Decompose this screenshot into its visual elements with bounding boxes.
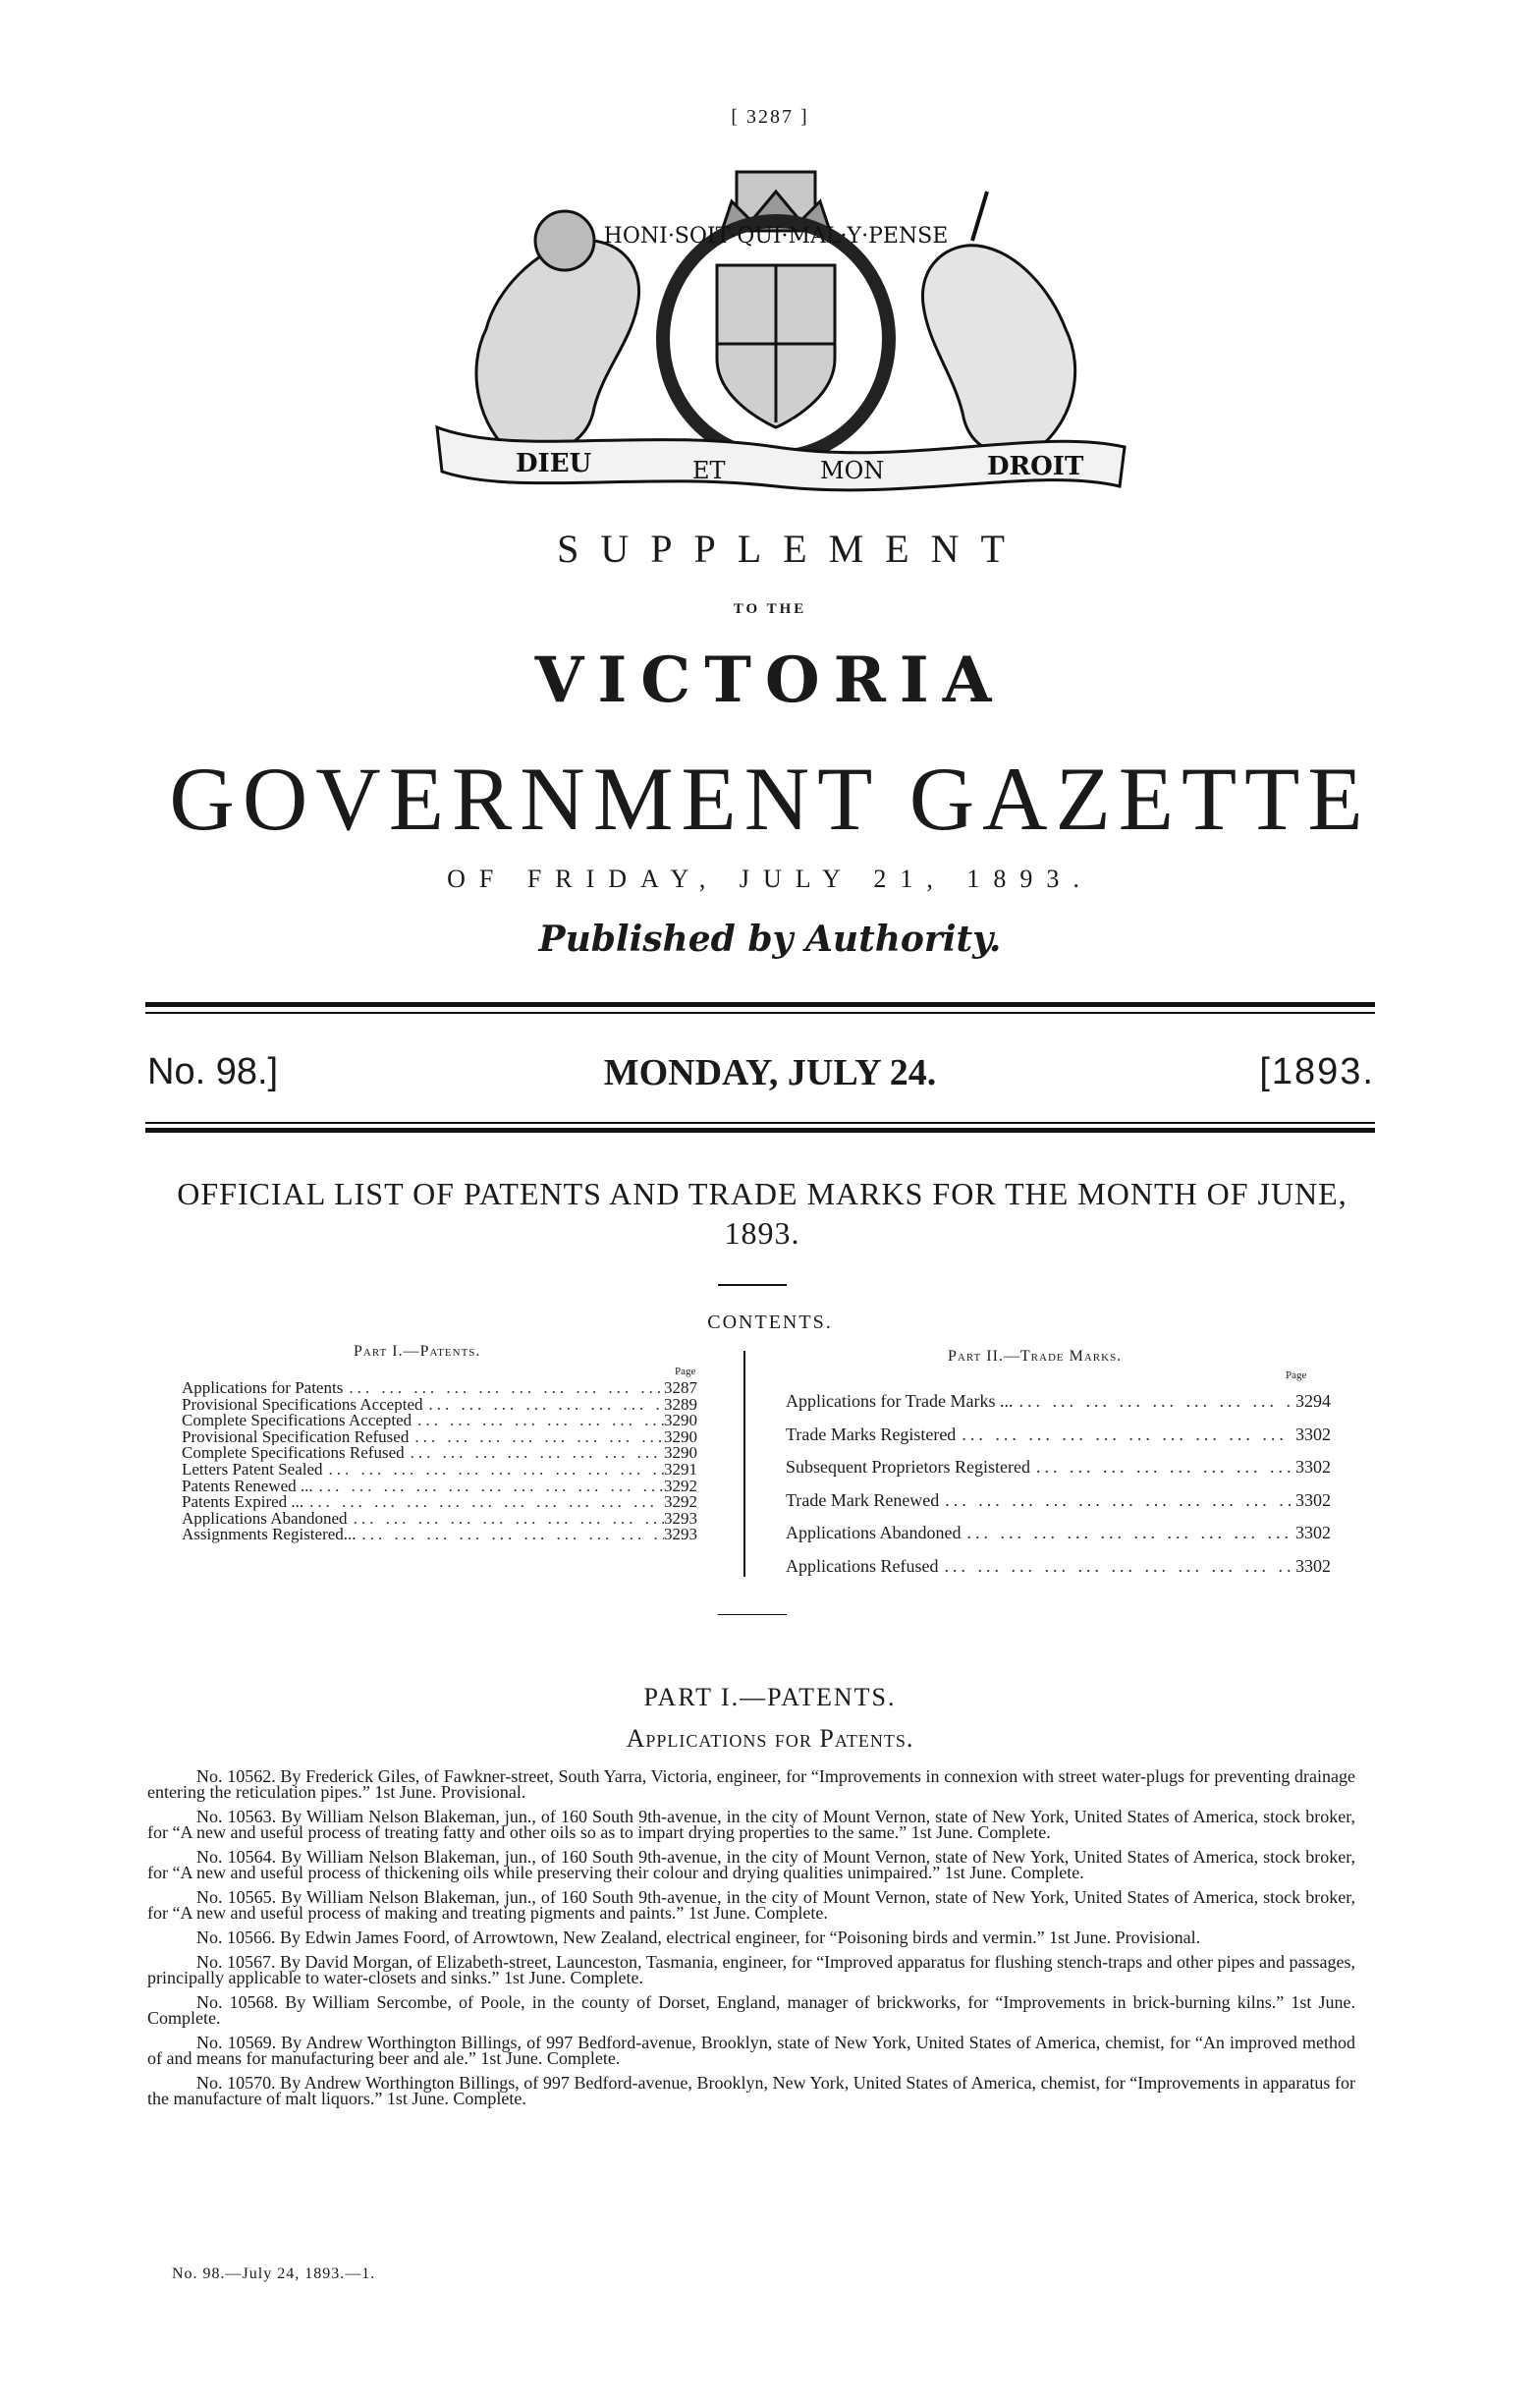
toc-item-page: 3290 <box>664 1445 697 1462</box>
ribbon-word-et: ET <box>692 457 726 484</box>
leader-dots <box>303 1494 664 1511</box>
lion-head <box>535 211 594 270</box>
contents-column-divider <box>743 1351 745 1577</box>
toc-item-label: Provisional Specifications Accepted <box>182 1396 423 1414</box>
toc-item-label: Applications Abandoned <box>786 1523 962 1542</box>
toc-item-page: 3302 <box>1295 1424 1331 1444</box>
patent-entry: No. 10564. By William Nelson Blakeman, jun., of 160 South 9th-avenue, in the city of Mount Vernon, state of New York, United States of America, stock broker, for “A new and useful process of thickening oils while preserving their colour and drying qualities unimpaired.” 1st June. Complete. <box>147 1847 1355 1882</box>
patent-entry: No. 10566. By Edwin James Foord, of Arrowtown, New Zealand, electrical engineer, for “Poisoning birds and vermin.” 1st June. Provisional. <box>196 1927 1201 1947</box>
toc-item-page: 3302 <box>1295 1523 1331 1542</box>
toc-item-page: 3293 <box>664 1527 697 1543</box>
toc-item-label: Patents Expired ... <box>182 1494 304 1511</box>
toc-item[interactable] <box>182 1479 697 1495</box>
toc-item-label: Patents Renewed ... <box>182 1478 313 1495</box>
toc-item-label: Applications for Trade Marks ... <box>786 1391 1014 1411</box>
toc-item[interactable] <box>786 1517 1331 1550</box>
toc-item-page: 3287 <box>664 1380 697 1397</box>
toc-item-label: Assignments Registered... <box>182 1527 357 1543</box>
bottom-double-rule-thin <box>145 1122 1375 1124</box>
toc-item-page: 3302 <box>1295 1457 1331 1477</box>
contents-divider <box>718 1614 787 1615</box>
page-column-label: Page <box>675 1366 696 1377</box>
toc-item-label: Letters Patent Sealed <box>182 1461 323 1479</box>
top-double-rule-thick <box>145 1002 1375 1007</box>
toc-item-label: Provisional Specification Refused <box>182 1428 410 1446</box>
toc-item-label: Applications for Patents <box>182 1380 344 1397</box>
toc-item[interactable] <box>786 1451 1331 1484</box>
toc-item-page: 3291 <box>664 1461 697 1479</box>
leader-dots <box>412 1413 664 1429</box>
patent-entry: No. 10562. By Frederick Giles, of Fawkner-street, South Yarra, Victoria, engineer, for “Improvements in connexion with street water-plugs for preventing drainage entering the reticulation pipes.” 1st June. Provisional. <box>147 1766 1355 1802</box>
issue-day: MONDAY, JULY 24. <box>603 1052 937 1093</box>
ribbon-word-droit: DROIT <box>987 452 1084 481</box>
toc-item-page: 3302 <box>1295 1555 1331 1576</box>
patent-entry: No. 10565. By William Nelson Blakeman, jun., of 160 South 9th-avenue, in the city of Mount Vernon, state of New York, United States of America, stock broker, for “A new and useful process of making and treating pigments and paints.” 1st June. Complete. <box>147 1887 1355 1923</box>
patent-entry: No. 10569. By Andrew Worthington Billings, of 997 Bedford-avenue, Brooklyn, state of New York, United States of America, chemist, for “An improved method of and means for manufacturing beer and ale.” 1st June. Complete. <box>147 2033 1355 2068</box>
toc-item[interactable] <box>182 1527 697 1543</box>
unicorn-horn <box>972 192 987 241</box>
toc-item-label: Applications Refused <box>786 1555 939 1576</box>
toc-item-label: Trade Marks Registered <box>786 1424 957 1444</box>
to-the-label: TO THE <box>733 601 807 617</box>
toc-item-page: 3292 <box>664 1494 697 1511</box>
main-title: OFFICIAL LIST OF PATENTS AND TRADE MARKS FOR THE MONTH OF JUNE, 1893. <box>177 1176 1348 1251</box>
patent-entry: No. 10567. By David Morgan, of Elizabeth-street, Launceston, Tasmania, engineer, for “Improved apparatus for flushing stench-traps and other pipes and passages, principally applicable to water-closets and sinks.” 1st June. Complete. <box>147 1952 1356 1987</box>
bottom-double-rule-thick <box>145 1128 1375 1133</box>
contents-part2-heading: Part II.—Trade Marks. <box>948 1348 1123 1365</box>
toc-item[interactable] <box>182 1462 697 1479</box>
toc-item[interactable] <box>786 1419 1331 1452</box>
contents-part2-list <box>786 1385 1331 1583</box>
toc-item-page: 3290 <box>664 1413 697 1429</box>
toc-item-label: Complete Specifications Refused <box>182 1445 405 1462</box>
toc-item[interactable] <box>182 1429 697 1446</box>
toc-item-page: 3290 <box>664 1428 697 1446</box>
leader-dots <box>405 1445 664 1462</box>
toc-item-label: Applications Abandoned <box>182 1510 348 1528</box>
page-number: [ 3287 ] <box>731 106 809 128</box>
toc-item-page: 3293 <box>664 1510 697 1528</box>
issue-number: No. 98.] <box>147 1051 279 1092</box>
toc-item[interactable] <box>786 1484 1331 1518</box>
leader-dots <box>1030 1451 1295 1484</box>
leader-dots <box>409 1429 664 1446</box>
royal-coat-of-arms <box>398 133 1154 506</box>
leader-dots <box>423 1397 665 1414</box>
footer-issue-line: No. 98.—July 24, 1893.—1. <box>172 2265 376 2282</box>
leader-dots <box>956 1419 1295 1452</box>
ribbon-word-dieu: DIEU <box>516 449 592 478</box>
ribbon-word-mon: MON <box>820 457 885 484</box>
toc-item[interactable] <box>786 1385 1331 1419</box>
patent-entry: No. 10570. By Andrew Worthington Billings, of 997 Bedford-avenue, Brooklyn, New York, United States of America, chemist, for “Improvements in apparatus for the manufacture of malt liquors.” 1st June. Complete. <box>147 2073 1355 2108</box>
toc-item-page: 3292 <box>664 1478 697 1495</box>
leader-dots <box>961 1517 1295 1550</box>
unicorn-supporter <box>922 246 1074 457</box>
supplement-heading: SUPPLEMENT <box>557 527 1026 571</box>
gazette-date-line: OF FRIDAY, JULY 21, 1893. <box>447 865 1093 893</box>
toc-item[interactable] <box>182 1397 697 1414</box>
part1-title: PART I.—PATENTS. <box>643 1683 897 1711</box>
contents-heading: CONTENTS. <box>707 1312 833 1333</box>
toc-item-page: 3294 <box>1295 1391 1331 1411</box>
toc-item-label: Trade Mark Renewed <box>786 1489 940 1510</box>
issue-year: [1893. <box>1259 1051 1375 1092</box>
leader-dots <box>313 1479 664 1495</box>
lion-supporter <box>476 240 639 457</box>
toc-item[interactable] <box>786 1550 1331 1584</box>
contents-part1-list <box>182 1380 697 1543</box>
leader-dots <box>357 1527 664 1543</box>
toc-item[interactable] <box>182 1413 697 1429</box>
leader-dots <box>1013 1385 1295 1419</box>
toc-item[interactable] <box>182 1511 697 1528</box>
toc-item[interactable] <box>182 1494 697 1511</box>
page-column-label: Page <box>1286 1369 1307 1381</box>
leader-dots <box>938 1550 1295 1584</box>
gazette-title: GOVERNMENT GAZETTE <box>169 749 1371 849</box>
patent-applications-list <box>147 1768 1355 2115</box>
leader-dots <box>323 1462 664 1479</box>
toc-item-label: Subsequent Proprietors Registered <box>786 1457 1030 1477</box>
top-double-rule-thin <box>145 1012 1375 1014</box>
toc-item-page: 3289 <box>664 1396 697 1414</box>
applications-section-title: Applications for Patents. <box>626 1724 914 1753</box>
toc-item-label: Complete Specifications Accepted <box>182 1413 412 1429</box>
toc-item[interactable] <box>182 1445 697 1462</box>
victoria-heading: VICTORIA <box>534 643 1006 717</box>
toc-item[interactable] <box>182 1380 697 1397</box>
toc-item-page: 3302 <box>1295 1489 1331 1510</box>
patent-entry: No. 10568. By William Sercombe, of Poole, in the county of Dorset, England, manager of brickworks, for “Improvements in brick-burning kilns.” 1st June. Complete. <box>147 1992 1355 2028</box>
leader-dots <box>343 1380 664 1397</box>
title-divider <box>718 1284 787 1286</box>
leader-dots <box>348 1511 664 1528</box>
published-by-authority: Published by Authority. <box>538 919 1002 960</box>
leader-dots <box>939 1484 1295 1518</box>
contents-part1-heading: Part I.—Patents. <box>354 1343 481 1360</box>
patent-entry: No. 10563. By William Nelson Blakeman, jun., of 160 South 9th-avenue, in the city of Mount Vernon, state of New York, United States of America, stock broker, for “A new and useful process of treating fatty and other oils so as to impart drying properties to the same.” 1st June. Complete. <box>147 1807 1355 1842</box>
garter-motto: HONI·SOIT·QUI·MAL·Y·PENSE <box>603 224 949 249</box>
